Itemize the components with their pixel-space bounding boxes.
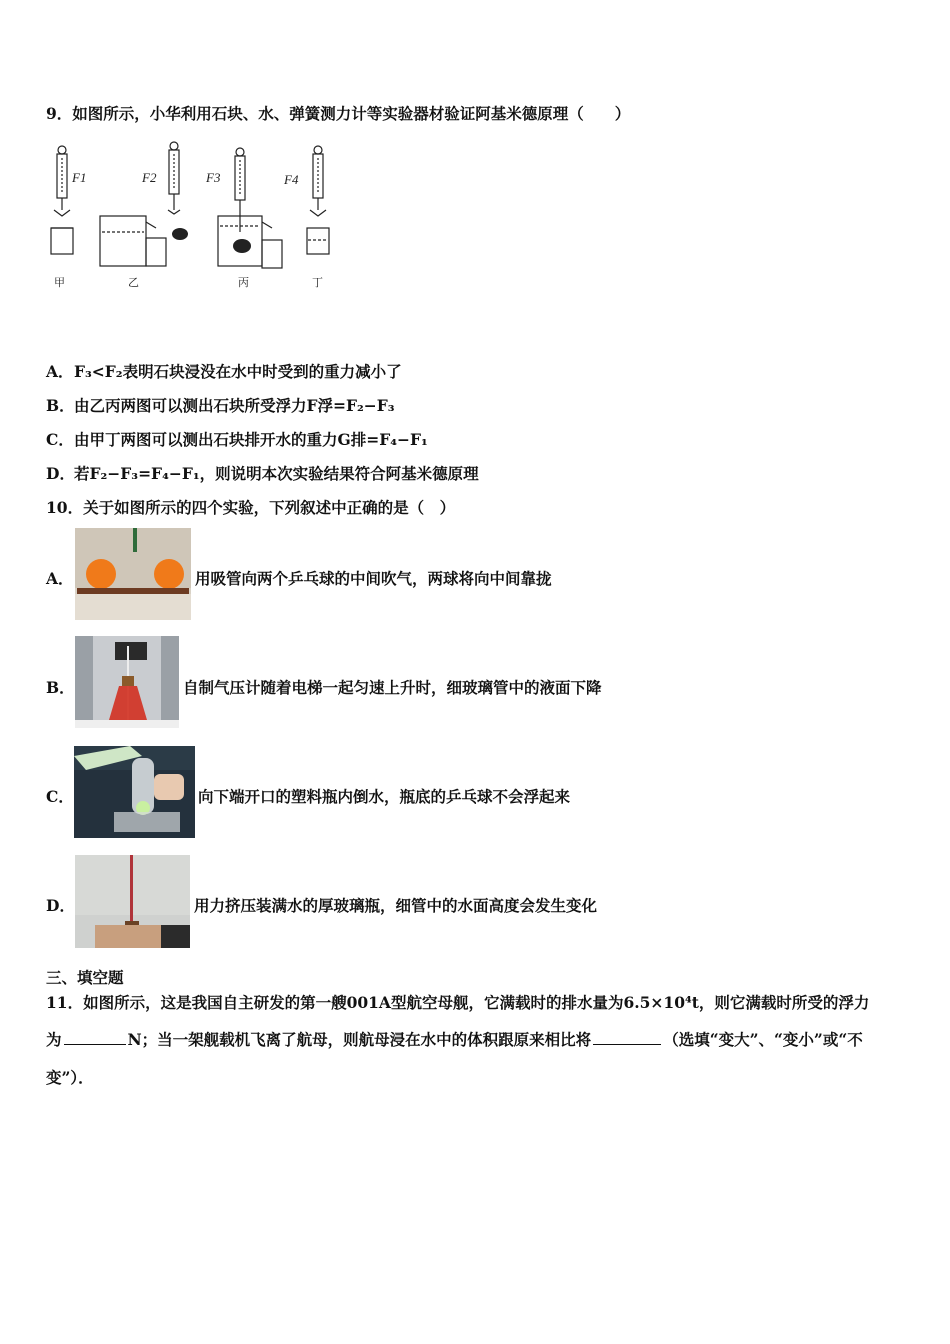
q9-option-a-text: F₃<F₂表明石块浸没在水中时受到的重力减小了 [74, 362, 402, 381]
f2-label: F2 [142, 170, 157, 185]
q9-stem: 9．如图所示，小华利用石块、水、弹簧测力计等实验器材验证阿基米德原理（ ） [46, 104, 631, 123]
q10-option-c-letter: C． [46, 787, 74, 806]
barometer-elevator-photo [75, 636, 179, 728]
q10-option-d-letter: D． [46, 896, 75, 915]
q10-option-a-text: 用吸管向两个乒乓球的中间吹气，两球将向中间靠拢 [195, 569, 552, 588]
q11-line1: 11．如图所示，这是我国自主研发的第一艘001A型航空母舰，它满载时的排水量为6.5×10⁴t，则它满载时所受的浮力 [46, 993, 870, 1012]
q9-option-c-letter: C． [46, 430, 74, 449]
q11-line2-middle: N；当一架舰载机飞离了航母，则航母浸在水中的体积跟原来相比将 [127, 1030, 592, 1049]
q10-option-a-letter: A． [46, 569, 74, 588]
panel-label-bing: 丙 [238, 276, 249, 289]
q10-option-c-text: 向下端开口的塑料瓶内倒水，瓶底的乒乓球不会浮起来 [198, 787, 571, 806]
ping-pong-balls-photo [75, 528, 191, 620]
q9-option-b-letter: B． [46, 396, 75, 415]
q10-option-b-letter: B． [46, 678, 75, 697]
plastic-bottle-photo [74, 746, 195, 838]
q9-option-d-text: 若F₂−F₃=F₄−F₁，则说明本次实验结果符合阿基米德原理 [74, 464, 479, 483]
q9-figure [44, 140, 344, 292]
glass-bottle-squeeze-photo [75, 855, 190, 948]
q11-line2-suffix: （选填“变大”、“变小”或“不 [663, 1030, 863, 1049]
q10-option-b-text: 自制气压计随着电梯一起匀速上升时，细玻璃管中的液面下降 [183, 678, 602, 697]
q10-option-d-text: 用力挤压装满水的厚玻璃瓶，细管中的水面高度会发生变化 [194, 896, 598, 915]
answer-blank-1[interactable] [64, 1044, 126, 1045]
q10-stem: 10．关于如图所示的四个实验，下列叙述中正确的是（ ） [46, 498, 456, 517]
q9-option-b-text: 由乙丙两图可以测出石块所受浮力F浮=F₂−F₃ [74, 396, 395, 415]
q11-line2 [46, 1028, 863, 1050]
q9-option-c-text: 由甲丁两图可以测出石块排开水的重力G排=F₄−F₁ [74, 430, 428, 449]
q9-option-a-letter: A． [46, 362, 74, 381]
q11-line2-prefix: 为 [46, 1030, 62, 1049]
panel-label-yi: 乙 [128, 276, 139, 289]
panel-label-jia: 甲 [54, 276, 65, 289]
f1-label: F1 [72, 170, 87, 185]
answer-blank-2[interactable] [593, 1044, 661, 1045]
f3-label: F3 [206, 170, 221, 185]
panel-label-ding: 丁 [312, 276, 323, 289]
f4-label: F4 [284, 172, 299, 187]
q9-option-d-letter: D． [46, 464, 75, 483]
section-title: 三、填空题 [46, 968, 124, 987]
q11-line3: 变”）． [46, 1068, 94, 1087]
